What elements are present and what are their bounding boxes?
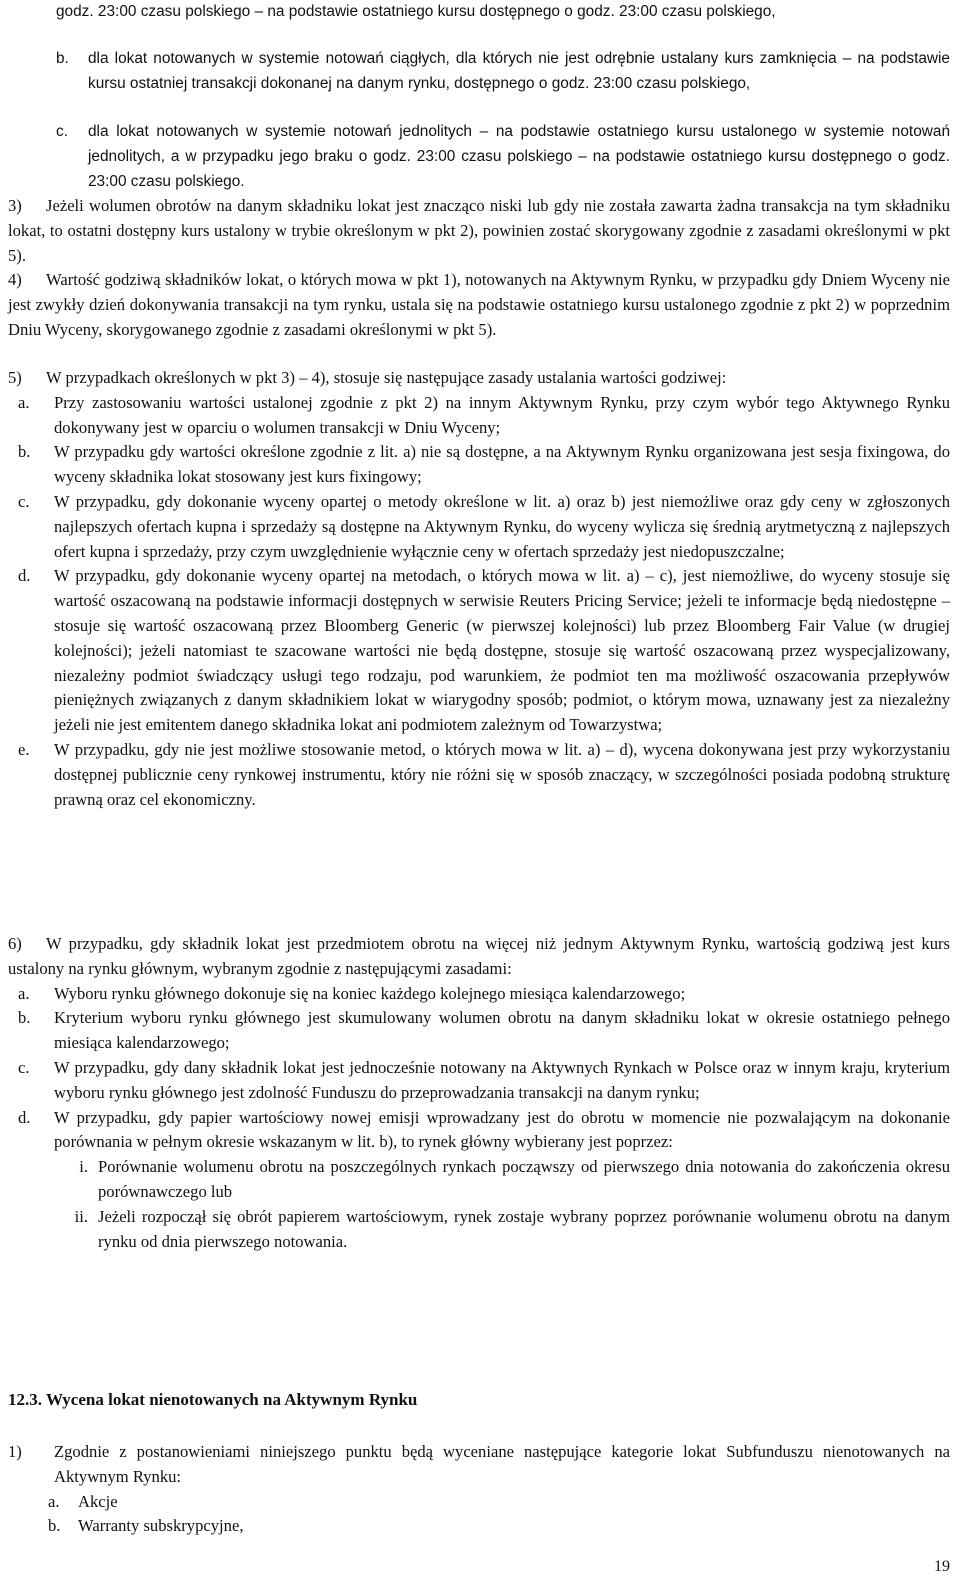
continued-item-a <box>56 0 950 25</box>
item-marker: b. <box>18 1008 31 1028</box>
list-item <box>18 391 950 441</box>
list-item <box>18 1006 950 1056</box>
item-marker: b. <box>56 50 69 67</box>
list-item <box>18 982 950 1007</box>
point-marker: 3) <box>8 196 22 215</box>
item-marker: c. <box>18 491 30 511</box>
item-marker: d. <box>18 566 31 586</box>
list-item <box>18 490 950 564</box>
section-point-1 <box>8 1440 950 1539</box>
item-marker: e. <box>18 739 30 759</box>
item-marker: c. <box>56 123 68 140</box>
item-marker: c. <box>18 1057 30 1077</box>
item-text: Warranty subskrypcyjne, <box>78 1516 244 1536</box>
list-item <box>18 1056 950 1106</box>
item-text: W przypadku, gdy dany składnik lokat jest jednocześnie notowany na Aktywnych Rynkach w Polsce oraz w innym kraju, kryterium wyboru rynku głównego jest zdolność Funduszu do przeprowadzania transakcji na danym rynku; <box>54 1057 950 1102</box>
item-text: godz. 23:00 czasu polskiego – na podstawie ostatniego kursu dostępnego o godz. 23:00 czasu polskiego, <box>56 3 776 20</box>
item-text: dla lokat notowanych w systemie notowań jednolitych – na podstawie ostatniego kursu ustalonego w systemie notowań jednolitych, a w przypadku jego braku o godz. 23:00 czasu polskiego – na podstawie ostatniego kursu dostępnego o godz. 23:00 czasu polskiego. <box>88 123 950 190</box>
item-text: Porównanie wolumenu obrotu na poszczególnych rynkach począwszy od pierwszego dnia notowania do zakończenia okresu porównawczego lub <box>98 1157 950 1201</box>
point-text: Zgodnie z postanowieniami niniejszego punktu będą wyceniane następujące kategorie lokat Subfunduszu nienotowanych na Aktywnym Rynku: <box>54 1442 950 1486</box>
item-marker: b. <box>18 442 31 462</box>
list-item <box>18 564 950 738</box>
point-text: W przypadkach określonych w pkt 3) – 4), stosuje się następujące zasady ustalania wartości godziwej: <box>46 368 727 387</box>
point-marker: 5) <box>8 368 22 387</box>
item-text: Wyboru rynku głównego dokonuje się na koniec każdego kolejnego miesiąca kalendarzowego; <box>54 983 686 1003</box>
item-marker: i. <box>79 1157 88 1177</box>
item-text: W przypadku, gdy dokonanie wyceny opartej na metodach, o których mowa w lit. a) – c), jest niemożliwe, do wyceny stosuje się wartość oszacowaną na podstawie informacji dostępnych w serwisie Reuters Pricing Service; jeżeli te informacje będą niedostępne – stosuje się wartość oszacowaną przez Bloomberg Generic (w pierwszej kolejności) lub przez Bloomberg Fair Value (w drugiej kolejności); jeżeli natomiast te szacowane wartości nie będą dostępne, stosuje się wartość oszacowaną przez wyspecjalizowany, niezależny podmiot świadczący usługi tego rodzaju, pod warunkiem, że podmiot ten ma możliwość oszacowania przepływów pieniężnych związanych z danym składnikiem lokat w wiarygodny sposób; podmiot, o którym mowa, uznawany jest za niezależny jeżeli nie jest emitentem danego składnika lokat ani podmiotem zależnym od Towarzystwa; <box>54 566 950 735</box>
section-heading: 12.3. Wycena lokat nienotowanych na Aktywnym Rynku <box>8 1390 418 1409</box>
item-text: W przypadku, gdy dokonanie wyceny opartej o metody określone w lit. a) oraz b) jest niemożliwe oraz gdy ceny w zgłoszonych najlepszych ofertach kupna i sprzedaży są dostępne na Aktywnym Rynku, do wyceny wylicza się średnią arytmetyczną z najlepszych ofert kupna i sprzedaży, przy czym uwzględnienie wyłącznie ceny w ofertach sprzedaży jest niedopuszczalne; <box>54 491 950 561</box>
item-text: W przypadku, gdy papier wartościowy nowej emisji wprowadzany jest do obrotu w momencie nie pozwalającym na dokonanie porównania w pełnym okresie wskazanym w lit. b), to rynek główny wybierany jest poprzez: <box>54 1107 950 1152</box>
item-text: Akcje <box>78 1491 118 1511</box>
item-text: W przypadku gdy wartości określone zgodnie z lit. a) nie są dostępne, a na Aktywnym Rynku organizowana jest sesja fixingowa, do wyceny składnika lokat stosowany jest kurs fixingowy; <box>54 442 950 487</box>
point-marker: 6) <box>8 934 22 953</box>
list-item <box>48 1490 950 1515</box>
item-text: W przypadku, gdy nie jest możliwe stosowanie metod, o których mowa w lit. a) – d), wycena dokonywana jest przy wykorzystaniu dostępnej publicznie ceny rynkowej instrumentu, który nie różni się w sposób znaczący, w szczególności posiada podobną strukturę prawną oraz cel ekonomiczny. <box>54 739 950 809</box>
list-item <box>18 1106 950 1156</box>
point-5 <box>8 366 950 812</box>
list-item <box>18 440 950 490</box>
list-item-c <box>56 120 950 194</box>
item-text: Jeżeli rozpoczął się obrót papierem wartościowym, rynek zostaje wybrany poprzez porównanie wolumenu obrotu na danym rynku od dnia pierwszego notowania. <box>98 1206 950 1251</box>
item-marker: a. <box>18 392 30 412</box>
point-marker: 1) <box>8 1442 22 1461</box>
item-marker: a. <box>18 983 30 1003</box>
point-text: Jeżeli wolumen obrotów na danym składniku lokat jest znacząco niski lub gdy nie została zawarta żadna transakcja na tym składniku lokat, to ostatni dostępny kurs ustalony w trybie określonym w pkt 2), powinien zostać skorygowany zgodnie z zasadami określonymi w pkt 5). <box>8 196 950 265</box>
list-item <box>48 1514 950 1539</box>
item-text: dla lokat notowanych w systemie notowań ciągłych, dla których nie jest odrębnie ustalany kurs zamknięcia – na podstawie kursu ostatniej transakcji dokonanej na danym rynku, dostępnego o godz. 23:00 czasu polskiego, <box>88 50 950 92</box>
item-marker: ii. <box>74 1206 88 1226</box>
point-text: Wartość godziwą składników lokat, o których mowa w pkt 1), notowanych na Aktywnym Rynku, w przypadku gdy Dniem Wyceny nie jest zwykły dzień dokonywania transakcji na tym rynku, ustala się na podstawie ostatniego kursu ustalonego zgodnie z pkt 2) w poprzednim Dniu Wyceny, skorygowanego zgodnie z zasadami określonymi w pkt 5). <box>8 270 950 339</box>
point-marker: 4) <box>8 270 22 289</box>
point-text: W przypadku, gdy składnik lokat jest przedmiotem obrotu na więcej niż jednym Aktywnym Rynku, wartością godziwą jest kurs ustalony na rynku głównym, wybranym zgodnie z następującymi zasadami: <box>8 934 950 978</box>
list-item <box>18 738 950 812</box>
item-text: Przy zastosowaniu wartości ustalonej zgodnie z pkt 2) na innym Aktywnym Rynku, przy czym wybór tego Aktywnego Rynku dokonywany jest w oparciu o wolumen transakcji w Dniu Wyceny; <box>54 392 950 437</box>
item-marker: d. <box>18 1107 31 1127</box>
item-text: Kryterium wyboru rynku głównego jest skumulowany wolumen obrotu na danym składniku lokat w okresie ostatniego pełnego miesiąca kalendarzowego; <box>54 1008 950 1053</box>
point-4 <box>8 268 950 342</box>
list-item-b <box>56 47 950 97</box>
sub-list-item <box>54 1205 950 1255</box>
point-3 <box>8 194 950 268</box>
sub-list-item <box>54 1155 950 1205</box>
item-marker: a. <box>48 1491 60 1511</box>
item-marker: b. <box>48 1516 61 1536</box>
page-number: 19 <box>934 1558 950 1576</box>
point-6 <box>8 932 950 1254</box>
